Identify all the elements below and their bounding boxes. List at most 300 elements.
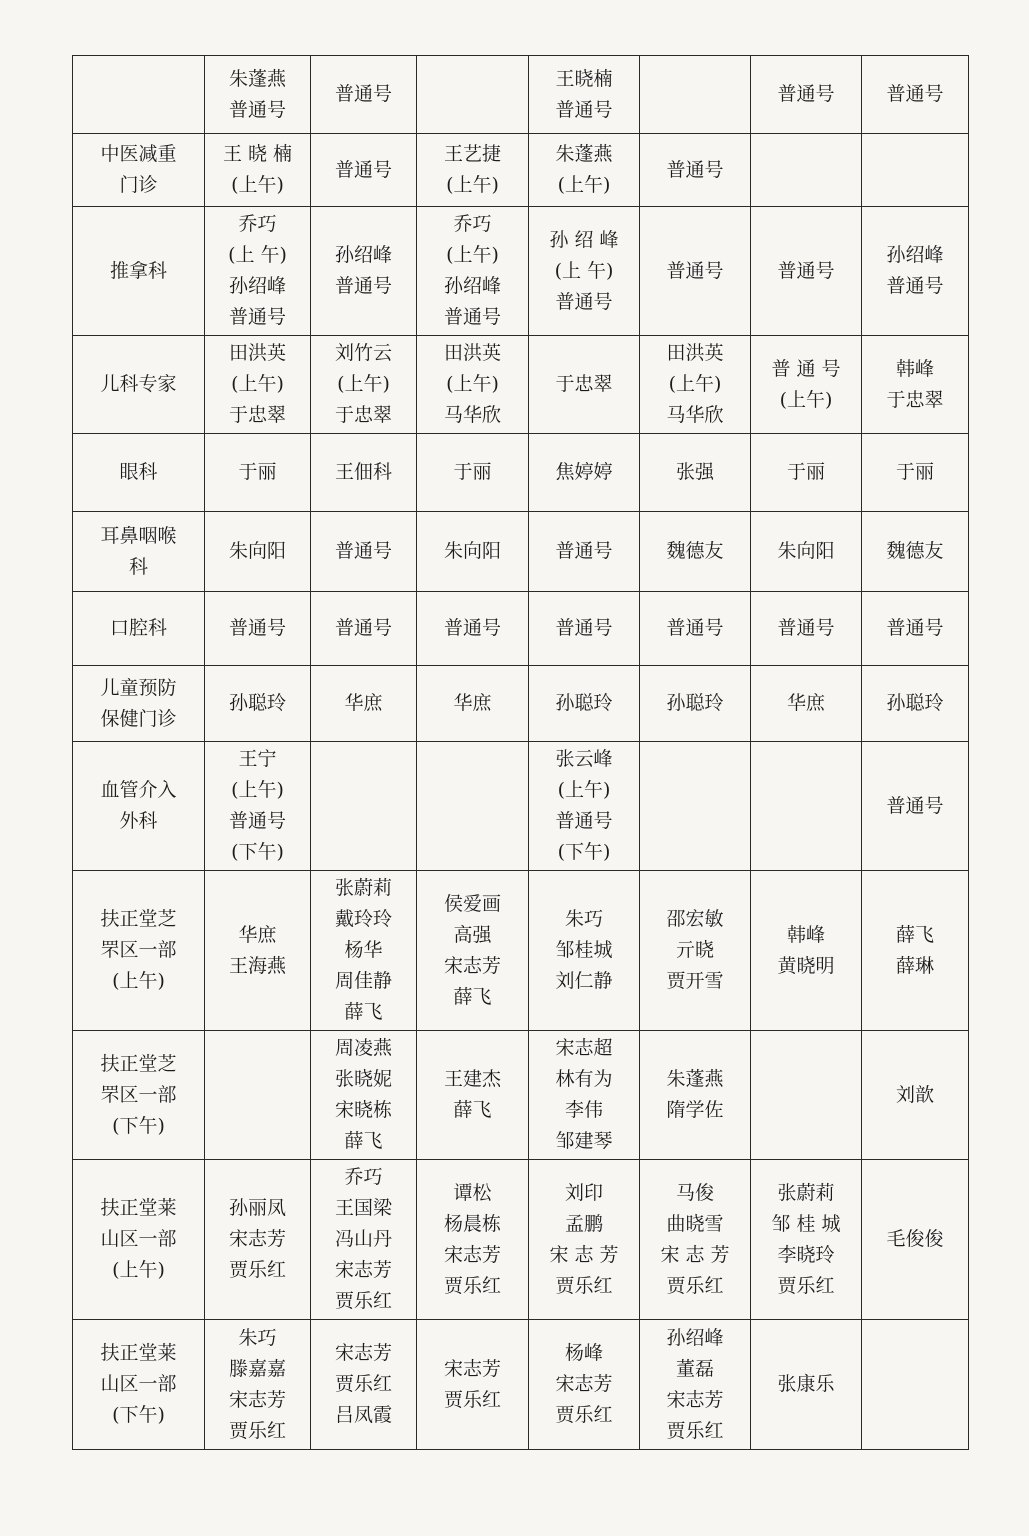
- doctor-entry: 贾开雪: [666, 970, 724, 992]
- doctor-entry: 朱蓬燕: [228, 67, 286, 90]
- department-cell: [73, 207, 205, 336]
- doctor-entry: 乔巧: [238, 213, 277, 235]
- schedule-cell: [417, 512, 529, 592]
- schedule-cell: [417, 434, 529, 512]
- doctor-entry: 孙丽凤: [228, 1197, 286, 1219]
- schedule-cell: [751, 1031, 862, 1160]
- schedule-cell: [417, 592, 529, 666]
- doctor-entry: 王佃科: [334, 461, 392, 483]
- schedule-cell: [862, 512, 969, 592]
- schedule-cell: [862, 134, 969, 207]
- doctor-entry: 马华欣: [666, 404, 724, 426]
- doctor-entry: 普通号: [334, 83, 392, 105]
- department-name-line: 保健门诊: [100, 707, 177, 730]
- schedule-cell: [311, 742, 417, 871]
- schedule-cell: [417, 134, 529, 207]
- schedule-cell: [205, 434, 311, 512]
- doctor-entry: 薛琳: [895, 954, 934, 977]
- schedule-cell: [640, 434, 751, 512]
- doctor-entry: 华庶: [453, 692, 492, 714]
- schedule-cell: [205, 1160, 311, 1320]
- schedule-cell: [862, 592, 969, 666]
- schedule-cell: [751, 742, 862, 871]
- schedule-cell: [311, 434, 417, 512]
- doctor-entry: 韩峰: [895, 357, 934, 380]
- doctor-entry: 宋志芳: [666, 1388, 724, 1411]
- schedule-cell: [529, 871, 640, 1031]
- doctor-entry: 侯爱画: [443, 892, 501, 915]
- doctor-entry: 普 通 号: [771, 357, 841, 380]
- doctor-entry: 杨峰: [564, 1342, 603, 1364]
- doctor-entry: 普通号: [443, 617, 501, 639]
- doctor-entry: 刘歆: [895, 1083, 934, 1106]
- doctor-entry: (上午): [557, 779, 611, 801]
- doctor-entry: 孙绍峰: [334, 244, 392, 266]
- doctor-entry: 普通号: [555, 810, 613, 832]
- doctor-entry: 贾乐红: [334, 1373, 392, 1395]
- doctor-entry: 孙绍峰: [443, 275, 501, 297]
- doctor-entry: 薛飞: [895, 923, 934, 946]
- doctor-entry: 于忠翠: [334, 404, 392, 426]
- department-name-line: 外科: [119, 810, 158, 832]
- department-name-line: 扶正堂芝: [100, 1052, 177, 1075]
- schedule-cell: [311, 512, 417, 592]
- schedule-cell: [529, 134, 640, 207]
- doctor-entry: 孙聪玲: [666, 692, 724, 714]
- doctor-entry: 马俊: [675, 1181, 714, 1204]
- doctor-entry: 普通号: [228, 617, 286, 639]
- doctor-entry: 黄晓明: [777, 954, 835, 977]
- schedule-cell: [640, 1320, 751, 1450]
- schedule-cell: [529, 666, 640, 742]
- doctor-entry: 亓晓: [675, 939, 714, 961]
- schedule-cell: [205, 207, 311, 336]
- doctor-entry: 朱向阳: [443, 540, 501, 562]
- doctor-entry: 普通号: [334, 540, 392, 562]
- doctor-entry: 王海燕: [228, 954, 286, 977]
- schedule-cell: [205, 871, 311, 1031]
- doctor-entry: 于忠翠: [228, 404, 286, 426]
- schedule-cell: [311, 1031, 417, 1160]
- schedule-body: [73, 56, 969, 1450]
- department-cell: [73, 56, 205, 134]
- doctor-entry: 王宁: [238, 748, 277, 770]
- doctor-entry: 宋志芳: [443, 1357, 501, 1380]
- schedule-cell: [640, 56, 751, 134]
- schedule-cell: [862, 742, 969, 871]
- doctor-entry: 普通号: [777, 259, 835, 282]
- department-name-line: (下午): [112, 1404, 165, 1426]
- doctor-entry: 贾乐红: [666, 1419, 724, 1442]
- doctor-entry: 朱巧: [238, 1326, 277, 1349]
- doctor-entry: 宋志芳: [334, 1259, 392, 1281]
- schedule-cell: [751, 1160, 862, 1320]
- schedule-cell: [205, 742, 311, 871]
- doctor-entry: 宋志芳: [228, 1388, 286, 1411]
- schedule-cell: [640, 207, 751, 336]
- schedule-cell: [311, 592, 417, 666]
- department-name-line: 血管介入: [100, 779, 177, 801]
- schedule-cell: [640, 134, 751, 207]
- doctor-entry: 张蔚莉: [334, 877, 392, 899]
- doctor-entry: 刘竹云: [334, 342, 392, 364]
- department-cell: [73, 336, 205, 434]
- doctor-entry: 周凌燕: [334, 1037, 392, 1059]
- schedule-cell: [417, 56, 529, 134]
- doctor-entry: 周佳静: [334, 970, 392, 992]
- schedule-cell: [311, 666, 417, 742]
- doctor-entry: 普通号: [555, 540, 613, 562]
- doctor-entry: 贾乐红: [228, 1259, 286, 1281]
- schedule-cell: [311, 336, 417, 434]
- department-cell: [73, 742, 205, 871]
- department-name-line: 扶正堂莱: [100, 1342, 177, 1364]
- schedule-cell: [417, 207, 529, 336]
- department-name-line: 推拿科: [109, 259, 167, 282]
- table-row: [73, 666, 969, 742]
- department-name-line: 山区一部: [100, 1228, 177, 1250]
- doctor-entry: 张晓妮: [334, 1068, 392, 1090]
- doctor-entry: 于丽: [453, 461, 492, 483]
- doctor-entry: 宋 志 芳: [660, 1243, 730, 1266]
- doctor-entry: 普通号: [666, 617, 724, 639]
- doctor-entry: 于丽: [786, 461, 825, 483]
- schedule-cell: [751, 56, 862, 134]
- schedule-cell: [417, 1031, 529, 1160]
- doctor-entry: (上 午): [228, 244, 287, 266]
- doctor-entry: 宋晓栋: [334, 1099, 392, 1121]
- schedule-cell: [751, 134, 862, 207]
- table-row: [73, 592, 969, 666]
- doctor-entry: 杨华: [344, 939, 383, 961]
- department-cell: [73, 134, 205, 207]
- schedule-cell: [862, 1031, 969, 1160]
- doctor-entry: 普通号: [777, 617, 835, 639]
- doctor-entry: (上午): [446, 244, 499, 266]
- doctor-entry: 韩峰: [786, 923, 825, 946]
- doctor-entry: 朱蓬燕: [555, 143, 613, 165]
- doctor-entry: 孟鹏: [564, 1212, 603, 1235]
- schedule-cell: [529, 592, 640, 666]
- doctor-entry: 马华欣: [443, 404, 501, 426]
- doctor-entry: (上午): [231, 174, 284, 196]
- schedule-cell: [311, 871, 417, 1031]
- schedule-cell: [640, 336, 751, 434]
- doctor-entry: 薛飞: [344, 1001, 383, 1023]
- schedule-cell: [529, 207, 640, 336]
- department-name-line: (上午): [112, 970, 165, 992]
- department-cell: [73, 434, 205, 512]
- schedule-cell: [640, 742, 751, 871]
- schedule-cell: [417, 1160, 529, 1320]
- doctor-entry: 宋志芳: [334, 1342, 392, 1364]
- doctor-entry: 李伟: [564, 1099, 603, 1121]
- schedule-cell: [311, 134, 417, 207]
- doctor-entry: 王晓楠: [555, 67, 613, 90]
- doctor-entry: 王 晓 楠: [222, 143, 293, 165]
- department-name-line: (下午): [112, 1114, 165, 1137]
- table-row: [73, 56, 969, 134]
- doctor-entry: 普通号: [555, 617, 613, 639]
- doctor-entry: 华庶: [238, 923, 277, 946]
- doctor-entry: 贾乐红: [777, 1274, 835, 1297]
- department-name-line: 儿童预防: [100, 676, 177, 699]
- doctor-entry: 林有为: [555, 1068, 613, 1090]
- department-name-line: 耳鼻咽喉: [100, 524, 177, 547]
- department-name-line: 扶正堂芝: [100, 908, 177, 930]
- department-cell: [73, 592, 205, 666]
- doctor-entry: 魏德友: [886, 540, 944, 562]
- doctor-entry: 王艺捷: [443, 143, 501, 165]
- doctor-entry: 董磊: [675, 1357, 714, 1380]
- doctor-entry: 孙绍峰: [886, 244, 944, 266]
- schedule-cell: [640, 512, 751, 592]
- doctor-entry: 华庶: [786, 692, 825, 714]
- doctor-entry: 薛飞: [344, 1130, 383, 1152]
- doctor-entry: 刘仁静: [555, 970, 613, 992]
- doctor-entry: (下午): [231, 841, 284, 863]
- doctor-entry: 滕嘉嘉: [228, 1357, 286, 1380]
- schedule-cell: [417, 742, 529, 871]
- department-name-line: 中医减重: [100, 143, 177, 165]
- doctor-entry: 贾乐红: [555, 1274, 613, 1297]
- schedule-table: [72, 55, 969, 1450]
- department-name-line: 科: [128, 555, 148, 578]
- schedule-cell: [205, 1320, 311, 1450]
- doctor-entry: 邹建琴: [555, 1130, 613, 1152]
- doctor-entry: 普通号: [228, 98, 286, 121]
- doctor-entry: 普通号: [228, 306, 286, 328]
- schedule-cell: [751, 871, 862, 1031]
- doctor-entry: 于忠翠: [555, 373, 613, 395]
- doctor-entry: 张云峰: [555, 748, 613, 770]
- doctor-entry: (上午): [337, 373, 390, 395]
- doctor-entry: 戴玲玲: [334, 908, 392, 930]
- schedule-cell: [751, 512, 862, 592]
- schedule-cell: [205, 512, 311, 592]
- doctor-entry: 王国梁: [334, 1197, 392, 1219]
- doctor-entry: 普通号: [777, 83, 835, 105]
- doctor-entry: 乔巧: [453, 213, 492, 235]
- doctor-entry: 普通号: [334, 158, 392, 181]
- doctor-entry: 普通号: [228, 810, 286, 832]
- doctor-entry: 薛飞: [453, 985, 492, 1008]
- schedule-cell: [751, 336, 862, 434]
- schedule-cell: [417, 1320, 529, 1450]
- schedule-cell: [862, 666, 969, 742]
- doctor-entry: 张蔚莉: [777, 1181, 835, 1204]
- table-row: [73, 742, 969, 871]
- schedule-cell: [751, 666, 862, 742]
- doctor-entry: 贾乐红: [443, 1388, 501, 1411]
- schedule-cell: [311, 1160, 417, 1320]
- doctor-entry: 孙绍峰: [228, 275, 286, 297]
- schedule-cell: [640, 666, 751, 742]
- department-name-line: 门诊: [119, 174, 158, 196]
- doctor-entry: 于丽: [895, 461, 934, 483]
- department-cell: [73, 871, 205, 1031]
- doctor-entry: 薛飞: [453, 1099, 492, 1121]
- schedule-cell: [311, 1320, 417, 1450]
- department-name-line: 儿科专家: [100, 373, 177, 395]
- doctor-entry: 朱巧: [564, 908, 603, 930]
- table-row: [73, 134, 969, 207]
- doctor-entry: 贾乐红: [228, 1419, 286, 1442]
- department-name-line: 口腔科: [109, 617, 167, 639]
- schedule-cell: [529, 434, 640, 512]
- doctor-entry: 普通号: [334, 617, 392, 639]
- doctor-entry: (上午): [446, 373, 499, 395]
- schedule-cell: [751, 434, 862, 512]
- schedule-cell: [529, 1031, 640, 1160]
- schedule-cell: [862, 336, 969, 434]
- doctor-entry: 李晓玲: [777, 1243, 835, 1266]
- doctor-entry: 邵宏敏: [666, 908, 724, 930]
- schedule-cell: [751, 207, 862, 336]
- doctor-entry: 孙绍峰: [666, 1326, 724, 1349]
- schedule-cell: [529, 512, 640, 592]
- table-row: [73, 871, 969, 1031]
- schedule-cell: [862, 434, 969, 512]
- doctor-entry: 于忠翠: [886, 388, 944, 411]
- doctor-entry: (上午): [557, 174, 611, 196]
- schedule-cell: [529, 56, 640, 134]
- schedule-cell: [205, 134, 311, 207]
- doctor-entry: 张强: [675, 461, 714, 483]
- doctor-entry: 贾乐红: [555, 1404, 613, 1426]
- department-name-line: (上午): [112, 1259, 165, 1281]
- doctor-entry: 焦婷婷: [555, 461, 613, 483]
- department-name-line: 罘区一部: [100, 1083, 177, 1106]
- doctor-entry: 朱向阳: [228, 540, 286, 562]
- doctor-entry: (上午): [231, 779, 284, 801]
- schedule-cell: [529, 1320, 640, 1450]
- department-name-line: 罘区一部: [100, 939, 177, 961]
- doctor-entry: 宋志芳: [228, 1228, 286, 1250]
- doctor-entry: 普通号: [666, 158, 724, 181]
- doctor-entry: 王建杰: [443, 1068, 501, 1090]
- schedule-cell: [862, 1160, 969, 1320]
- schedule-cell: [751, 592, 862, 666]
- department-name-line: 扶正堂莱: [100, 1197, 177, 1219]
- schedule-cell: [640, 1160, 751, 1320]
- doctor-entry: 谭松: [453, 1181, 492, 1204]
- table-row: [73, 434, 969, 512]
- schedule-cell: [640, 1031, 751, 1160]
- doctor-entry: (上 午): [554, 259, 614, 282]
- department-cell: [73, 1160, 205, 1320]
- doctor-entry: (上午): [446, 174, 499, 196]
- doctor-entry: 贾乐红: [334, 1290, 392, 1312]
- schedule-cell: [640, 871, 751, 1031]
- doctor-entry: 田洪英: [666, 342, 724, 364]
- doctor-entry: 于丽: [238, 461, 277, 483]
- department-cell: [73, 1320, 205, 1450]
- doctor-entry: 宋志芳: [443, 1243, 501, 1266]
- doctor-entry: 邹桂城: [555, 939, 613, 961]
- table-row: [73, 207, 969, 336]
- doctor-entry: 孙聪玲: [555, 692, 613, 714]
- doctor-entry: 张康乐: [777, 1373, 835, 1395]
- doctor-entry: (上午): [668, 373, 722, 395]
- doctor-entry: 贾乐红: [443, 1274, 501, 1297]
- doctor-entry: 宋志芳: [443, 954, 501, 977]
- doctor-entry: 宋志超: [555, 1037, 613, 1059]
- doctor-entry: 普通号: [555, 290, 613, 313]
- doctor-entry: 乔巧: [344, 1166, 383, 1188]
- doctor-entry: 魏德友: [666, 540, 724, 562]
- doctor-entry: 华庶: [344, 692, 383, 714]
- schedule-cell: [862, 871, 969, 1031]
- doctor-entry: 普通号: [666, 259, 724, 282]
- doctor-entry: 隋学佐: [666, 1099, 724, 1121]
- doctor-entry: 普通号: [886, 275, 944, 297]
- doctor-entry: 普通号: [555, 98, 613, 121]
- schedule-cell: [751, 1320, 862, 1450]
- doctor-entry: 冯山丹: [334, 1228, 392, 1250]
- schedule-cell: [311, 56, 417, 134]
- schedule-cell: [311, 207, 417, 336]
- doctor-entry: 宋志芳: [555, 1373, 613, 1395]
- doctor-entry: 朱蓬燕: [666, 1068, 724, 1090]
- doctor-entry: 孙聪玲: [886, 692, 944, 714]
- doctor-entry: 贾乐红: [666, 1274, 724, 1297]
- doctor-entry: 毛俊俊: [886, 1228, 944, 1250]
- doctor-entry: 普通号: [443, 306, 501, 328]
- schedule-cell: [417, 871, 529, 1031]
- table-row: [73, 1031, 969, 1160]
- doctor-entry: 杨晨栋: [443, 1212, 501, 1235]
- doctor-entry: (上午): [231, 373, 284, 395]
- doctor-entry: 吕凤霞: [334, 1404, 392, 1426]
- schedule-cell: [529, 742, 640, 871]
- schedule-cell: [529, 336, 640, 434]
- doctor-entry: 田洪英: [228, 342, 286, 364]
- doctor-entry: 普通号: [334, 275, 392, 297]
- doctor-entry: 朱向阳: [777, 540, 835, 562]
- doctor-entry: 孙聪玲: [228, 692, 286, 714]
- schedule-cell: [862, 207, 969, 336]
- schedule-cell: [205, 56, 311, 134]
- department-cell: [73, 1031, 205, 1160]
- department-name-line: 山区一部: [100, 1373, 177, 1395]
- doctor-entry: 高强: [453, 923, 492, 946]
- schedule-cell: [205, 592, 311, 666]
- doctor-entry: (下午): [557, 841, 611, 863]
- schedule-cell: [205, 666, 311, 742]
- department-cell: [73, 512, 205, 592]
- schedule-cell: [862, 56, 969, 134]
- schedule-cell: [417, 666, 529, 742]
- table-row: [73, 336, 969, 434]
- doctor-entry: 曲晓雪: [666, 1212, 724, 1235]
- doctor-entry: (上午): [779, 388, 833, 411]
- schedule-cell: [640, 592, 751, 666]
- doctor-entry: 邹 桂 城: [771, 1212, 841, 1235]
- table-row: [73, 1320, 969, 1450]
- schedule-cell: [205, 336, 311, 434]
- schedule-cell: [205, 1031, 311, 1160]
- doctor-entry: 普通号: [886, 794, 944, 817]
- doctor-entry: 刘印: [564, 1181, 603, 1204]
- schedule-cell: [417, 336, 529, 434]
- doctor-entry: 孙 绍 峰: [549, 228, 619, 251]
- doctor-entry: 普通号: [886, 617, 944, 639]
- schedule-cell: [862, 1320, 969, 1450]
- department-name-line: 眼科: [119, 461, 158, 483]
- doctor-entry: 田洪英: [443, 342, 501, 364]
- doctor-entry: 普通号: [886, 83, 944, 105]
